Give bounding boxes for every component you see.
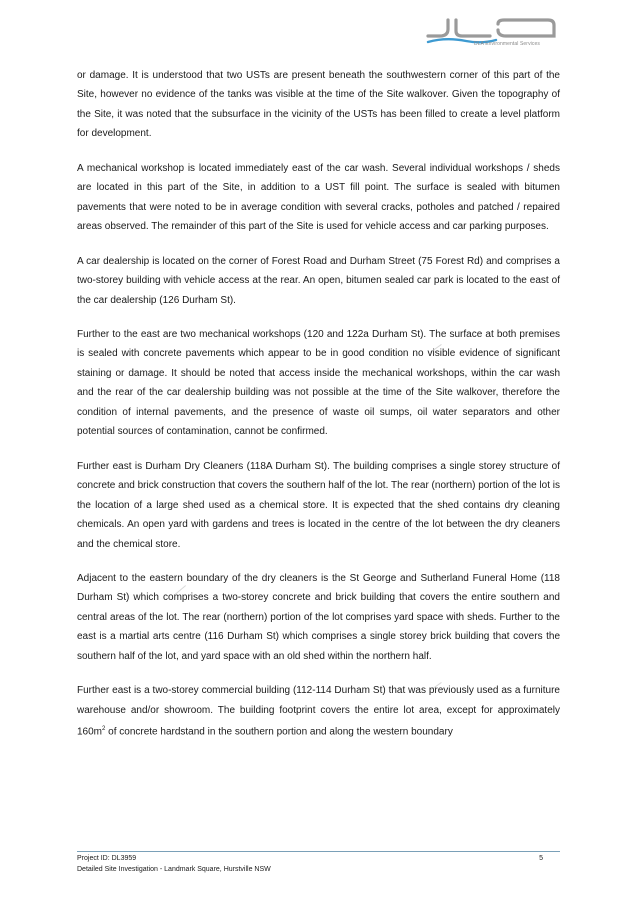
paragraph-text: Further east is a two-storey commercial building (112-114 Durham St) that was previously used as a furniture warehouse and/or showroom. The building footprint covers the entire lot area, except for approximately 160m <box>77 685 560 738</box>
footer-report-title: Detailed Site Investigation - Landmark Square, Hurstville NSW <box>77 866 271 873</box>
footer-divider <box>77 851 560 852</box>
page-footer <box>77 853 560 875</box>
document-body <box>77 66 560 742</box>
logo-tagline: DLA Environmental Services <box>474 41 540 47</box>
footer-project-id: Project ID: DL3959 <box>77 855 137 862</box>
paragraph: or damage. It is understood that two USTs are present beneath the southwestern corner of this part of the Site, however no evidence of the tanks was visible at the time of the Site walkover. Given the topography of the Site, it was noted that the subsurface in the vicinity of the USTs has been filled to create a level platform for development. <box>77 70 560 140</box>
superscript: 2 <box>102 726 106 733</box>
paragraph: A mechanical workshop is located immediately east of the car wash. Several individual workshops / sheds are located in this part of the Site, in addition to a UST fill point. The surface is sealed with bitumen pavements that were noted to be in average condition with several cracks, potholes and patched / repaired areas observed. The remainder of this part of the Site is used for vehicle access and car parking purposes. <box>77 162 560 233</box>
page-number: 5 <box>539 855 543 862</box>
paragraph: Adjacent to the eastern boundary of the dry cleaners is the St George and Sutherland Funeral Home (118 Durham St) which comprises a two-storey concrete and brick building that covers the entire southern and central areas of the lot. The rear (northern) portion of the lot comprises yard space with sheds. Further to the east is a martial arts centre (116 Durham St) which comprises a single storey brick building that covers the southern half of the lot, and yard space with an old shed within the northern half. <box>77 572 560 662</box>
paragraph <box>77 681 560 742</box>
paragraph: Further east is Durham Dry Cleaners (118A Durham St). The building comprises a single storey structure of concrete and brick construction that covers the southern half of the lot. The rear (northern) portion of the lot is the location of a large shed used as a chemical store. It is expected that the shed contains dry cleaning chemicals. An open yard with gardens and trees is located in the centre of the lot between the dry cleaners and the chemical store. <box>77 460 560 550</box>
company-logo <box>426 16 560 52</box>
paragraph-text: of concrete hardstand in the southern portion and along the western boundary <box>105 726 453 738</box>
paragraph: A car dealership is located on the corner of Forest Road and Durham Street (75 Forest Rd) and comprises a two-storey building with vehicle access at the rear. An open, bitumen sealed car park is located to the east of the car dealership (126 Durham St). <box>77 255 560 306</box>
paragraph: Further to the east are two mechanical workshops (120 and 122a Durham St). The surface at both premises is sealed with concrete pavements which appear to be in good condition no visible evidence of significant staining or damage. It should be noted that access inside the mechanical workshops, within the car wash and the rear of the car dealership building was not possible at the time of the Site walkover, therefore the condition of internal pavements, and the presence of waste oil sumps, oil water separators and other potential sources of contamination, cannot be confirmed. <box>77 328 560 438</box>
